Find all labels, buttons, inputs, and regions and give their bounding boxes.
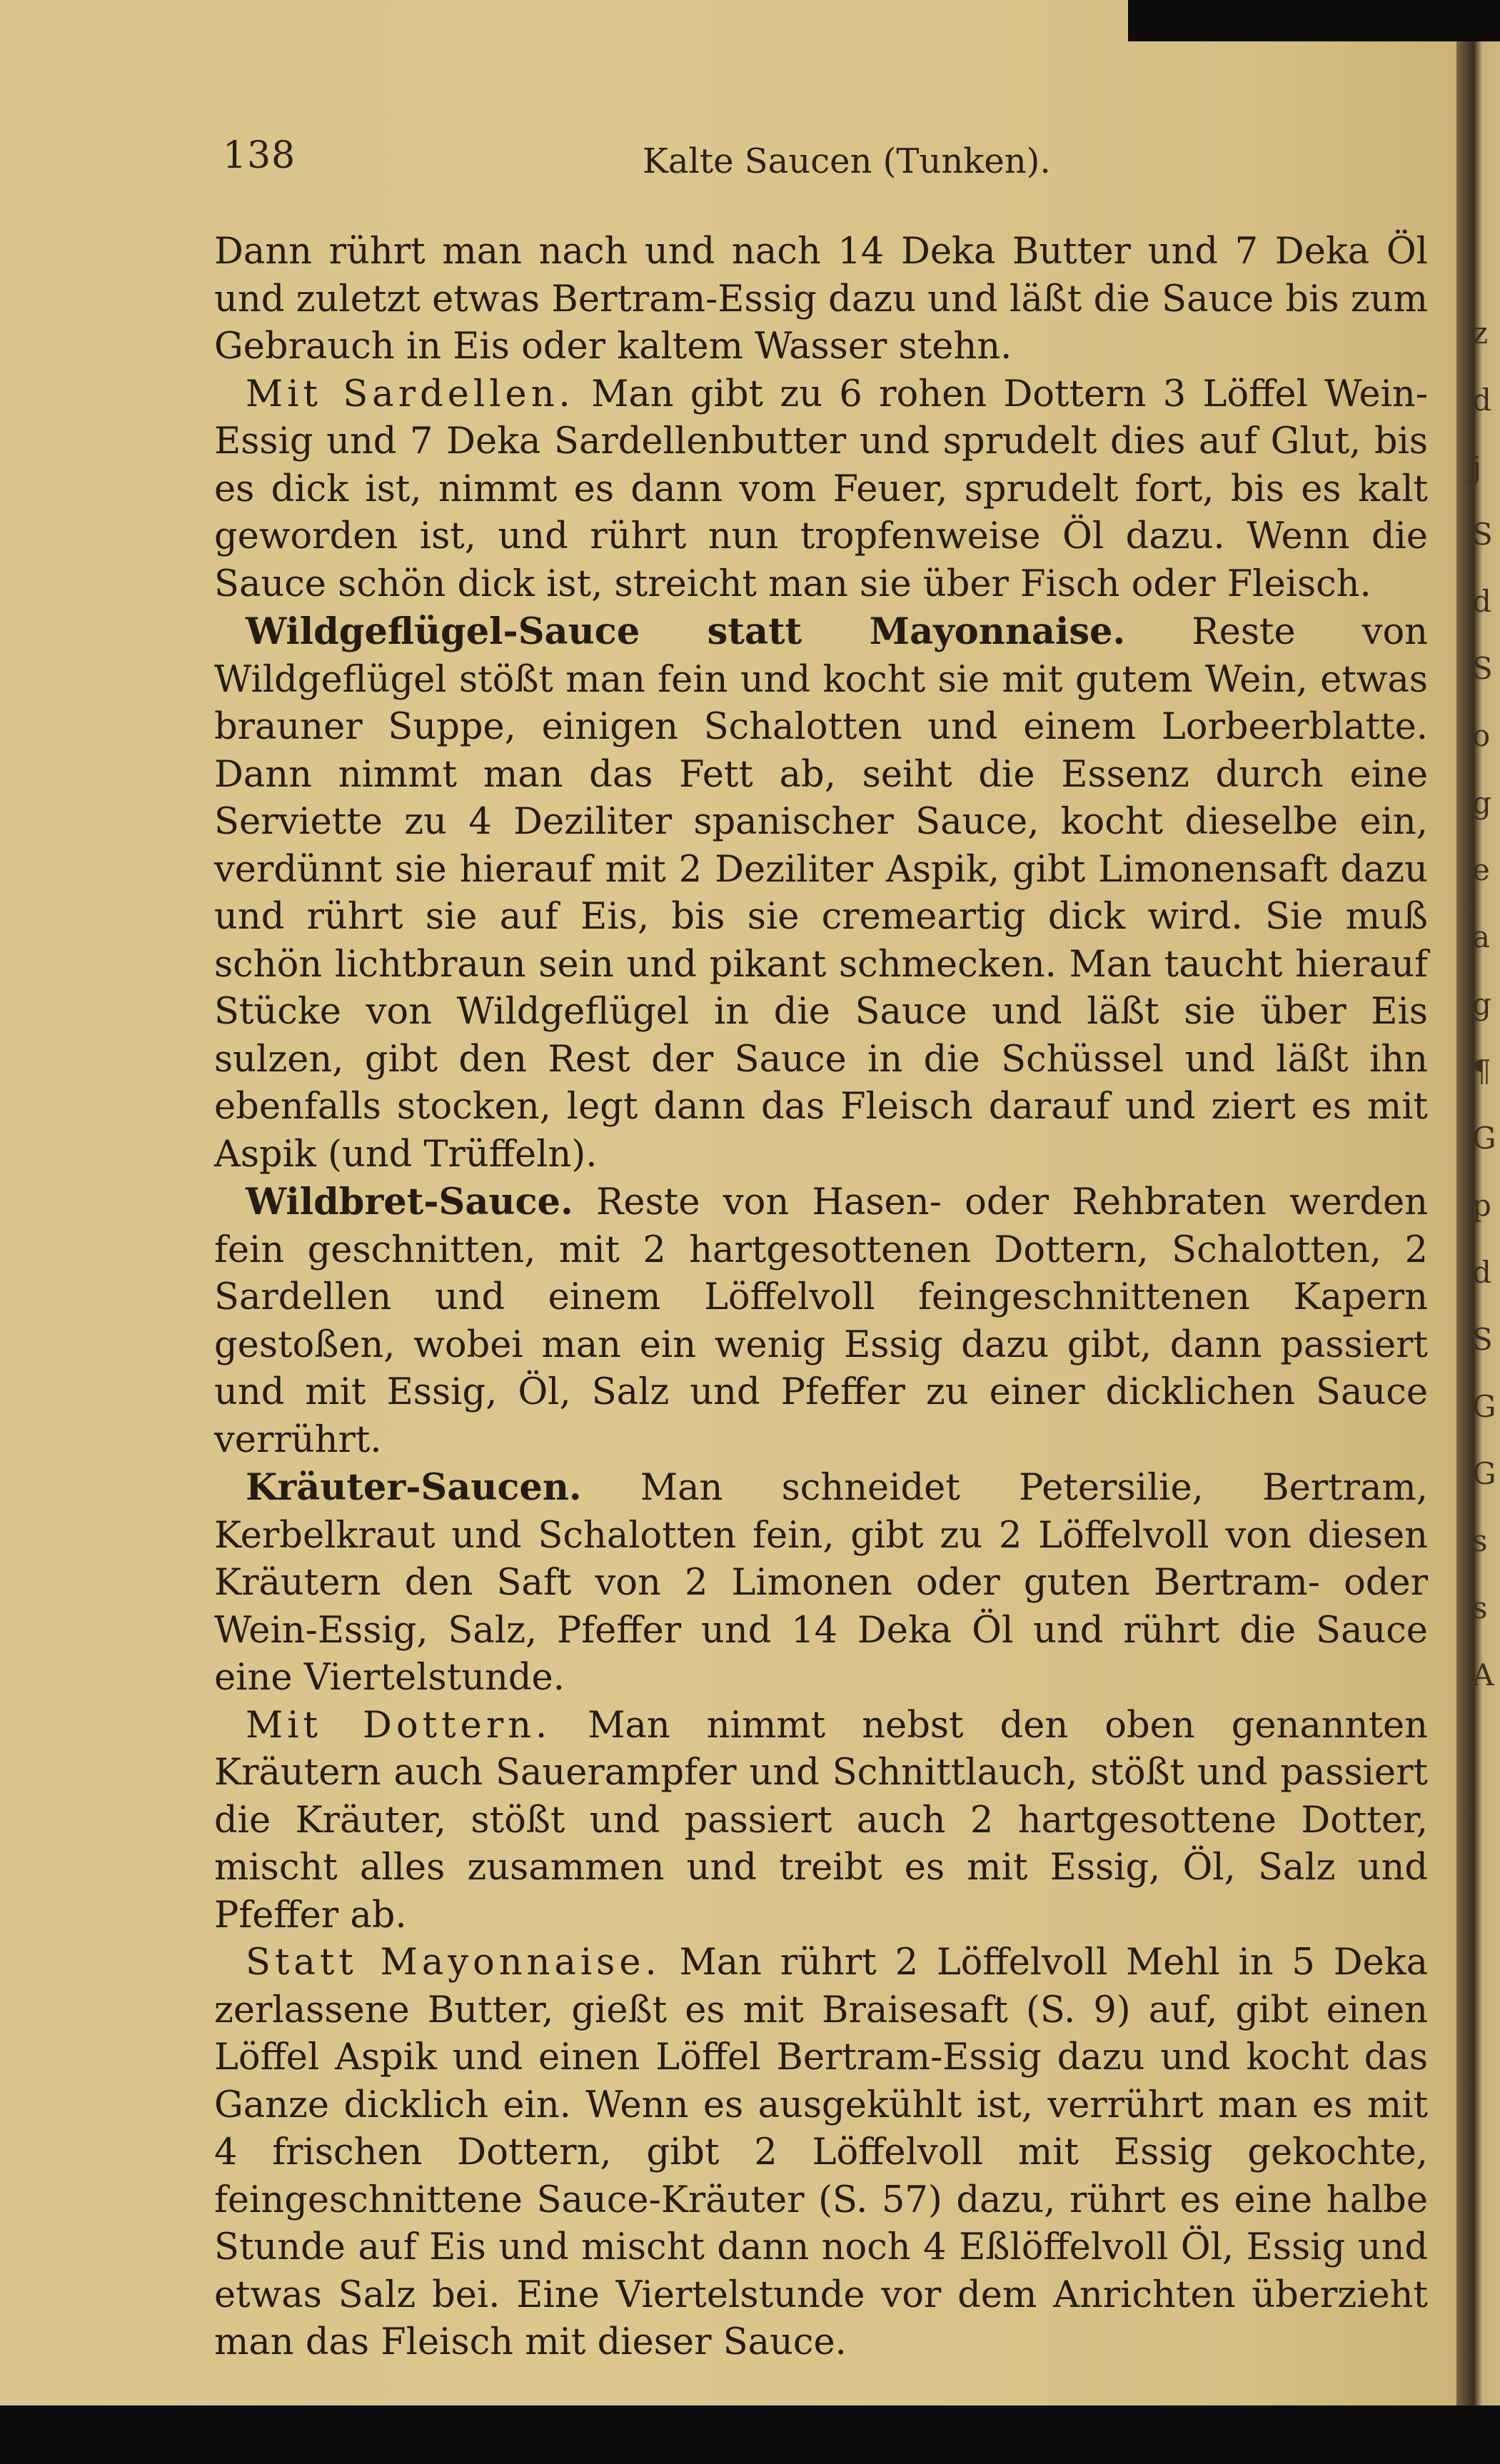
edge-glyph: S [1472,651,1493,686]
running-title: Kalte Saucen (Tunken). [643,141,1051,181]
paragraph [214,1939,1428,2367]
edge-glyph: e [1472,852,1490,887]
paragraph-text: Man schneidet Petersilie, Bertram, Kerbelkraut und Schalotten fein, gibt zu 2 Löffelvoll von diesen Kräutern den Saft von 2 Limonen oder guten Bertram- oder Wein-Essig, Salz, Pfeffer und 14 Deka Öl und rührt die Sauce eine Viertelstunde. [214,1467,1428,1699]
paragraph-text: Reste von Hasen- oder Rehbraten werden fein geschnitten, mit 2 hartgesottenen Dottern, Schalotten, 2 Sardellen und einem Löffelvoll feingeschnittenen Kapern gestoßen, wobei man ein wenig Essig dazu gibt, dann passiert und mit Essig, Öl, Salz und Pfeffer zu einer dicklichen Sauce verrührt. [214,1181,1428,1461]
edge-glyph: G [1472,1456,1496,1491]
paragraph-lead: Statt Mayonnaise. [246,1942,661,1984]
paragraph [214,1702,1428,1940]
page-body [214,228,1428,2367]
edge-glyph: s [1472,1590,1488,1625]
recipe-heading: Wildbret-Sauce. [246,1181,573,1223]
scan-border-bottom [0,2405,1500,2464]
paragraph-text: Man nimmt nebst den oben genannten Kräutern auch Sauerampfer und Schnittlauch, stößt und passiert die Kräuter, stößt und passiert auch 2 hartgesottene Dotter, mischt alles zusammen und treibt es mit Essig, Öl, Salz und Pfeffer ab. [214,1704,1428,1937]
paragraph [214,1178,1428,1464]
recipe-heading: Wildgeflügel-Sauce statt Mayonnaise. [246,610,1126,653]
edge-glyph: A [1472,1657,1494,1692]
edge-glyph: G [1472,1389,1496,1424]
paragraph [214,608,1428,1178]
paragraph-text: Dann rührt man nach und nach 14 Deka Butter und 7 Deka Öl und zuletzt etwas Bertram-Essig dazu und läßt die Sauce bis zum Gebrauch in Eis oder kaltem Wasser stehn. [214,231,1428,368]
next-page-edge [1472,300,1498,1709]
edge-glyph: g [1472,785,1491,820]
paragraph-text: Man gibt zu 6 rohen Dottern 3 Löffel Wein-Essig und 7 Deka Sardellenbutter und sprudelt dies auf Glut, bis es dick ist, nimmt es dann vom Feuer, sprudelt fort, bis es kalt geworden ist, und rührt nun tropfenweise Öl dazu. Wenn die Sauce schön dick ist, streicht man sie über Fisch oder Fleisch. [214,373,1428,605]
edge-glyph: G [1472,1121,1496,1156]
edge-glyph: j [1472,450,1482,485]
edge-glyph: d [1472,383,1491,418]
edge-glyph: g [1472,986,1491,1021]
page-number: 138 [223,134,296,177]
edge-glyph: s [1472,1523,1488,1558]
paragraph-text: Reste von Wildgeflügel stößt man fein und kocht sie mit gutem Wein, etwas brauner Suppe, einigen Schalotten und einem Lorbeerblatte. Dann nimmt man das Fett ab, seiht die Essenz durch eine Serviette zu 4 Deziliter spanischer Sauce, kocht dieselbe ein, verdünnt sie hierauf mit 2 Deziliter Aspik, gibt Limonensaft dazu und rührt sie auf Eis, bis sie cremeartig dick wird. Sie muß schön lichtbraun sein und pikant schmecken. Man taucht hierauf Stücke von Wildgeflügel in die Sauce und läßt sie über Eis sulzen, gibt den Rest der Sauce in die Schüssel und läßt ihn ebenfalls stocken, legt dann das Fleisch darauf und ziert es mit Aspik (und Trüffeln). [214,611,1428,1176]
paragraph [214,371,1428,609]
edge-glyph: a [1472,919,1491,954]
edge-glyph: d [1472,584,1491,619]
paragraph-text: Man rührt 2 Löffelvoll Mehl in 5 Deka zerlassene Butter, gießt es mit Braisesaft (S. 9) auf, gibt einen Löffel Aspik und einen Löffel Bertram-Essig dazu und kocht das Ganze dicklich ein. Wenn es ausgekühlt ist, verrührt man es mit 4 frischen Dottern, gibt 2 Löffelvoll mit Essig gekochte, feingeschnittene Sauce-Kräuter (S. 57) dazu, rührt es eine halbe Stunde auf Eis und mischt dann noch 4 Eßlöffelvoll Öl, Essig und etwas Salz bei. Eine Viertelstunde vor dem Anrichten überzieht man das Fleisch mit dieser Sauce. [214,1942,1428,2363]
paragraph [214,228,1428,371]
scan-border-top [1128,0,1500,41]
edge-glyph: o [1472,718,1491,753]
recipe-heading: Kräuter-Saucen. [246,1466,582,1509]
edge-glyph: S [1472,1322,1493,1357]
edge-glyph: d [1472,1255,1491,1290]
edge-glyph: S [1472,517,1493,552]
paragraph [214,1464,1428,1702]
edge-glyph: ¶ [1472,1054,1491,1089]
edge-glyph: p [1472,1188,1491,1223]
paragraph-lead: Mit Dottern. [246,1704,552,1747]
edge-glyph: z [1472,315,1489,350]
paragraph-lead: Mit Sardellen. [246,373,575,415]
